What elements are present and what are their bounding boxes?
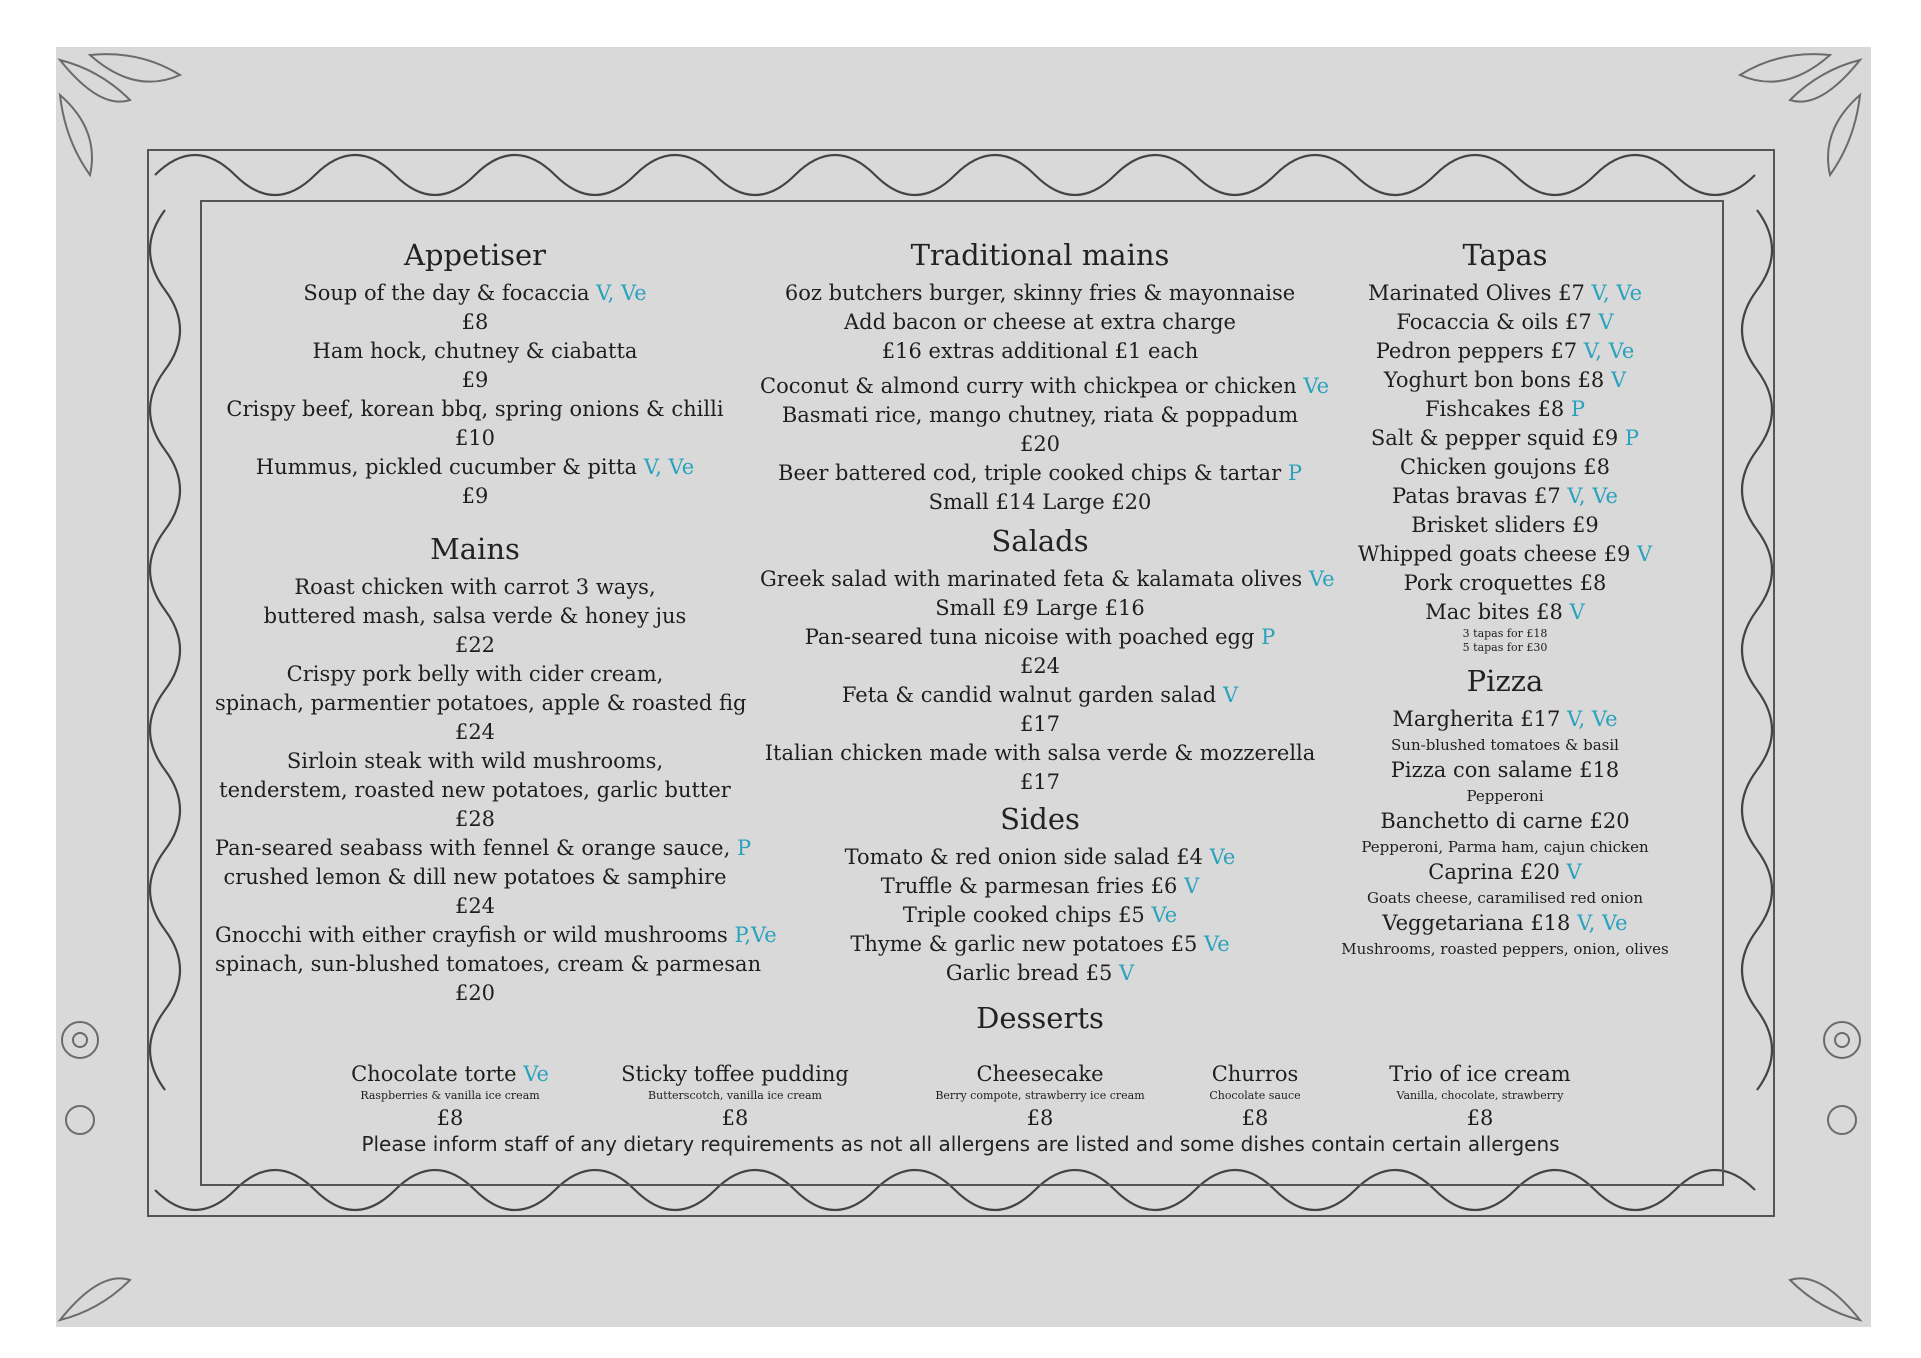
menu-item-desc: spinach, parmentier potatoes, apple & roasted fig: [215, 691, 747, 715]
menu-item: Pan-seared seabass with fennel & orange sauce, P: [215, 836, 752, 860]
menu-item-desc: crushed lemon & dill new potatoes & samphire: [223, 865, 727, 889]
menu-item: Tomato & red onion side salad £4 Ve: [844, 845, 1236, 869]
appetiser-title: Appetiser: [403, 238, 547, 272]
menu-price: £24: [454, 894, 496, 918]
menu-price: £17: [1019, 770, 1061, 794]
menu-item-desc: Add bacon or cheese at extra charge: [844, 310, 1236, 334]
menu-price: £16 extras additional £1 each: [881, 339, 1199, 363]
tapas-item: Pork croquettes £8: [1403, 571, 1607, 595]
menu-item: Coconut & almond curry with chickpea or chicken Ve: [760, 374, 1330, 398]
menu-item: Hummus, pickled cucumber & pitta V, Ve: [255, 455, 695, 479]
menu-item: Beer battered cod, triple cooked chips & tartar P: [778, 461, 1302, 485]
menu-item: Greek salad with marinated feta & kalamata olives Ve: [760, 567, 1335, 591]
dessert-desc: Berry compote, strawberry ice cream: [935, 1089, 1145, 1102]
dessert-item: Churros Chocolate sauce £8: [1190, 1060, 1320, 1132]
menu-price: £20: [1019, 432, 1061, 456]
dessert-price: £8: [1466, 1106, 1494, 1130]
menu-price: £20: [454, 981, 496, 1005]
dessert-item: Trio of ice cream Vanilla, chocolate, strawberry £8: [1380, 1060, 1580, 1132]
sides-title: Sides: [1000, 802, 1080, 836]
menu-price: Small £14 Large £20: [928, 490, 1152, 514]
dessert-desc: Chocolate sauce: [1209, 1089, 1301, 1102]
dessert-item: Sticky toffee pudding Butterscotch, vanilla ice cream £8: [621, 1062, 849, 1130]
tapas-item: Marinated Olives £7 V, Ve: [1367, 281, 1643, 305]
dessert-price: £8: [1026, 1106, 1054, 1130]
menu-price: £24: [454, 720, 496, 744]
tapas-item: Brisket sliders £9: [1411, 513, 1599, 537]
menu-item: Roast chicken with carrot 3 ways,: [294, 575, 656, 599]
column-middle: [760, 235, 1335, 1042]
pizza-item: Veggetariana £18 V, Ve: [1382, 911, 1628, 935]
pizza-item: Banchetto di carne £20: [1380, 809, 1630, 833]
menu-price: £28: [454, 807, 496, 831]
tapas-item: Chicken goujons £8: [1400, 455, 1610, 479]
menu-item-desc: tenderstem, roasted new potatoes, garlic butter: [219, 778, 731, 802]
menu-item: Ham hock, chutney & ciabatta: [312, 339, 638, 363]
menu-item-desc: Basmati rice, mango chutney, riata & poppadum: [781, 403, 1299, 427]
dessert-desc: Raspberries & vanilla ice cream: [360, 1089, 540, 1102]
allergen-notice: Please inform staff of any dietary requirements as not all allergens are listed and some dishes contain certain allergens: [361, 1132, 1560, 1156]
pizza-desc: Pepperoni, Parma ham, cajun chicken: [1361, 838, 1649, 856]
tapas-item: Fishcakes £8 P: [1424, 397, 1586, 421]
pizza-item: Caprina £20 V: [1428, 860, 1582, 884]
pizza-item: Pizza con salame £18: [1390, 758, 1620, 782]
pizza-desc: Goats cheese, caramilised red onion: [1367, 889, 1643, 907]
column-right: [1330, 235, 1680, 960]
menu-price: £9: [461, 368, 489, 392]
tapas-deal: 3 tapas for £18: [1462, 627, 1548, 640]
pizza-desc: Sun-blushed tomatoes & basil: [1391, 736, 1619, 754]
dessert-price: £8: [1241, 1106, 1269, 1130]
tapas-title: Tapas: [1462, 238, 1548, 272]
desserts-title: Desserts: [976, 1001, 1104, 1035]
menu-item: Gnocchi with either crayfish or wild mushrooms P,Ve: [215, 923, 777, 947]
column-left: [215, 235, 777, 1008]
dessert-item: Chocolate torte Ve Raspberries & vanilla ice cream £8: [351, 1062, 549, 1130]
menu-item: Sirloin steak with wild mushrooms,: [286, 749, 664, 773]
pizza-item: Margherita £17 V, Ve: [1392, 707, 1618, 731]
menu-item: Thyme & garlic new potatoes £5 Ve: [850, 932, 1230, 956]
salads-title: Salads: [991, 524, 1089, 558]
dessert-item: Cheesecake Berry compote, strawberry ice cream £8: [920, 1060, 1160, 1132]
mains-title: Mains: [430, 532, 520, 566]
menu-item: 6oz butchers burger, skinny fries & mayonnaise: [784, 281, 1296, 305]
menu-item: Feta & candid walnut garden salad V: [841, 683, 1239, 707]
dessert-price: £8: [721, 1106, 749, 1130]
dessert-desc: Butterscotch, vanilla ice cream: [648, 1089, 822, 1102]
menu-price: Small £9 Large £16: [935, 596, 1145, 620]
menu-item-desc: buttered mash, salsa verde & honey jus: [263, 604, 687, 628]
menu-price: £10: [454, 426, 496, 450]
menu-item: Triple cooked chips £5 Ve: [902, 903, 1178, 927]
tapas-item: Patas bravas £7 V, Ve: [1392, 484, 1618, 508]
menu-price: £24: [1019, 654, 1061, 678]
tapas-deal: 5 tapas for £30: [1462, 641, 1548, 654]
menu-price: £17: [1019, 712, 1061, 736]
menu-price: £9: [461, 484, 489, 508]
dessert-price: £8: [436, 1106, 464, 1130]
pizza-desc: Pepperoni: [1466, 787, 1544, 805]
pizza-desc: Mushrooms, roasted peppers, onion, olives: [1341, 940, 1669, 958]
tapas-item: Whipped goats cheese £9 V: [1357, 542, 1653, 566]
tapas-item: Salt & pepper squid £9 P: [1370, 426, 1640, 450]
traditional-title: Traditional mains: [910, 238, 1170, 272]
menu-item: Soup of the day & focaccia V, Ve: [303, 281, 647, 305]
tapas-item: Pedron peppers £7 V, Ve: [1375, 339, 1635, 363]
menu-item: Pan-seared tuna nicoise with poached egg P: [804, 625, 1276, 649]
pizza-title: Pizza: [1466, 664, 1544, 698]
menu-price: £22: [454, 633, 496, 657]
menu-item: Truffle & parmesan fries £6 V: [880, 874, 1200, 898]
menu-item: Crispy pork belly with cider cream,: [286, 662, 664, 686]
dessert-desc: Vanilla, chocolate, strawberry: [1396, 1089, 1564, 1102]
menu-price: £8: [461, 310, 489, 334]
menu-item: Garlic bread £5 V: [945, 961, 1135, 985]
tapas-item: Yoghurt bon bons £8 V: [1383, 368, 1627, 392]
tapas-item: Mac bites £8 V: [1425, 600, 1585, 624]
tapas-item: Focaccia & oils £7 V: [1396, 310, 1614, 334]
menu-item: Crispy beef, korean bbq, spring onions & chilli: [226, 397, 724, 421]
menu-item-desc: spinach, sun-blushed tomatoes, cream & parmesan: [215, 952, 762, 976]
menu-item: Italian chicken made with salsa verde & mozzerella: [764, 741, 1316, 765]
